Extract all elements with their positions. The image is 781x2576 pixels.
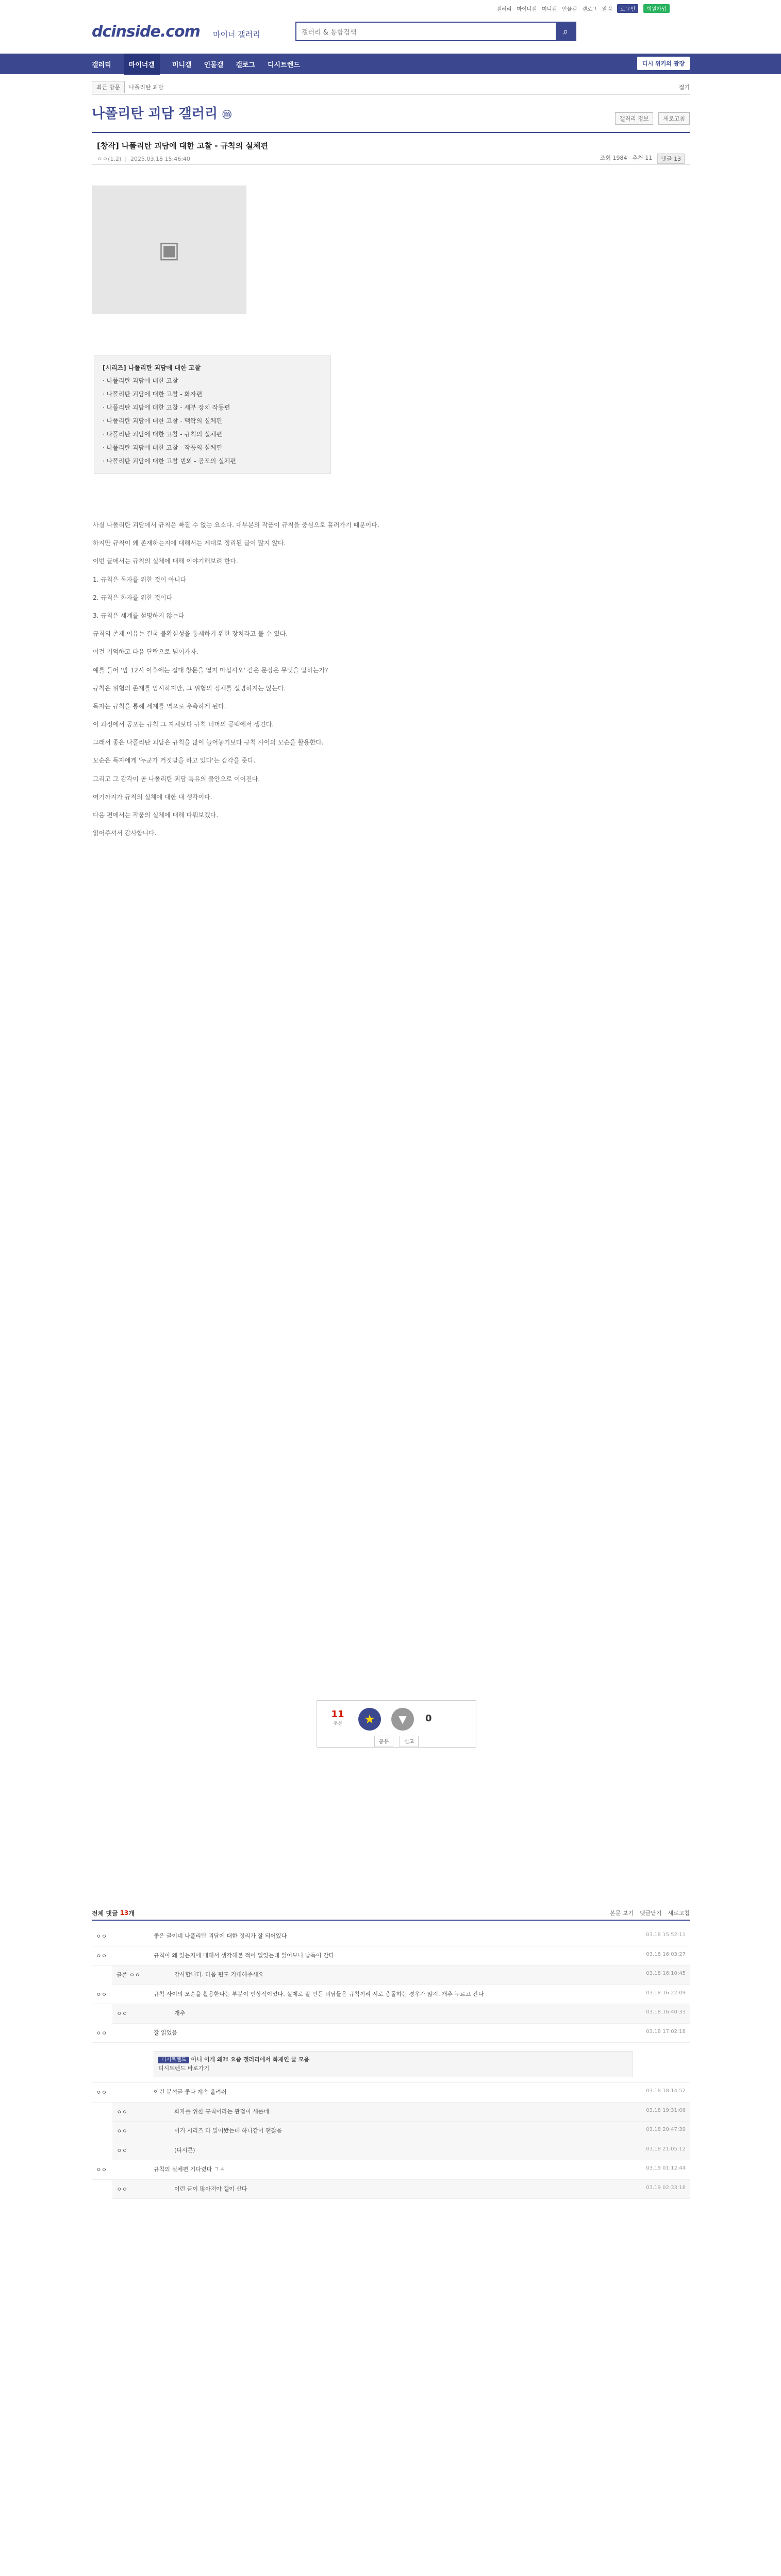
comment-date: 03.18 21:05:12 [646,2146,686,2152]
ad-comment [92,2043,690,2083]
report-button[interactable]: 신고 [400,1736,419,1747]
gnb-tab-trend[interactable]: 디시트렌드 [267,61,300,69]
comment-date: 03.18 20:47:39 [646,2127,686,2132]
not-recommend-count: 0 [425,1713,432,1724]
body-paragraph: 이번 글에서는 규칙의 실체에 대해 이야기해보려 한다. [93,557,238,565]
comment-nick[interactable]: ㅇㅇ [96,1991,107,1998]
search-input[interactable]: 갤러리 & 통합검색 [302,28,357,37]
post-date: 2025.03.18 15:46:40 [130,156,190,162]
post-image[interactable] [92,185,246,314]
gallery-title-text: 나폴리탄 괴담 갤러리 [92,106,218,122]
comment-date: 03.18 16:22:09 [646,1990,686,1996]
body-paragraph: 2. 규칙은 화자를 위한 것이다 [93,594,173,601]
series-box [94,355,331,474]
body-paragraph: 규칙은 위험의 존재를 암시하지만, 그 위험의 정체를 설명하지는 않는다. [93,684,286,692]
comment-text: 이런 글이 많아져야 갤이 산다 [174,2185,247,2192]
gallery-info-button[interactable]: 갤러리 정보 [615,112,654,125]
series-item[interactable]: · 나폴리탄 괴담에 대한 고찰 - 맥락의 실체편 [103,417,222,425]
comment [92,2160,690,2180]
body-paragraph: 모순은 독자에게 '누군가 거짓말을 하고 있다'는 감각을 준다. [93,757,256,765]
minor-badge-icon: ⓜ [222,110,232,121]
post-header [92,132,690,165]
ad-tag: 디시트렌드 [158,2057,189,2063]
reply-comment [112,2141,690,2161]
recommend-footer [317,1736,476,1747]
series-item[interactable]: · 나폴리탄 괴담에 대한 고찰 - 작품의 실체편 [103,444,222,451]
reply-comment [112,2180,690,2199]
comment-nick[interactable]: ㅇㅇ [117,2128,128,2134]
search-icon: ⌕ [562,26,569,37]
body-paragraph: 읽어주셔서 감사합니다. [93,829,157,837]
comment-text: (디시콘) [174,2146,195,2154]
comments-title: 전체 댓글 [92,1909,118,1917]
util-link-person[interactable]: 인물갤 [562,6,577,12]
share-button[interactable]: 공유 [374,1736,393,1747]
gallery-actions [615,112,690,125]
recommend-up-label: 추천 [333,1721,342,1726]
gnb-tab-gallog[interactable]: 갤로그 [236,61,255,69]
search-box [295,22,576,41]
comment-date: 03.18 18:14:52 [646,2088,686,2094]
comment-nick[interactable]: ㅇㅇ [96,1952,107,1959]
body-paragraph: 이걸 기억하고 다음 단락으로 넘어가자. [93,648,198,656]
image-placeholder-icon: ▣ [158,236,180,263]
comment-date: 03.19 01:12:44 [646,2165,686,2171]
series-item[interactable]: · 나폴리탄 괴담에 대한 고찰 [103,377,178,384]
thumb-down-icon: ▼ [398,1713,407,1725]
wiki-button[interactable]: 디시 위키의 광장 [637,57,690,70]
post-title: [창작] 나폴리탄 괴담에 대한 고찰 - 규칙의 실체편 [97,141,268,150]
comment-text: 개추 [174,2010,186,2016]
comment-date: 03.18 16:40:33 [646,2009,686,2015]
series-item[interactable]: · 나폴리탄 괴담에 대한 고찰 - 규칙의 실체편 [103,431,222,438]
ad-box[interactable] [154,2051,633,2077]
gnb-tab-minor[interactable]: 마이너갤 [124,54,160,75]
gnb-tab-mini[interactable]: 미니갤 [172,61,192,69]
comment-text: 규칙의 실체편 기다렸다 ㄱㅅ [154,2166,225,2173]
comment-nick[interactable]: ㅇㅇ [96,2166,107,2173]
comment [92,1946,690,1966]
reply-comment [112,2103,690,2122]
body-paragraph: 3. 규칙은 세계를 설명하지 않는다 [93,612,185,619]
body-paragraph: 그래서 좋은 나폴리탄 괴담은 규칙을 많이 늘어놓기보다 규칙 사이의 모순을 활용한다. [93,739,324,747]
comment-text: 규칙이 왜 있는지에 대해서 생각해본 적이 없었는데 읽어보니 납득이 간다 [154,1952,335,1959]
post-meta: ㅇㅇ(1.2) | 2025.03.18 15:46:40 [97,156,190,162]
series-item[interactable]: · 나폴리탄 괴담에 대한 고찰 - 세부 장치 작동편 [103,404,230,411]
post-stats [600,154,685,164]
login-button[interactable]: 로그인 [617,4,638,13]
body-paragraph: 여기까지가 규칙의 실체에 대한 내 생각이다. [93,793,212,801]
global-nav [0,54,781,74]
body-paragraph: 이 과정에서 공포는 규칙 그 자체보다 규칙 너머의 공백에서 생긴다. [93,721,274,728]
comment-date: 03.18 15:52:11 [646,1932,686,1938]
recent-gallery-link[interactable]: 나폴리탄 괴담 [129,83,164,91]
body-paragraph: 1. 규칙은 독자를 위한 것이 아니다 [93,575,187,583]
comment-list [92,1927,690,2199]
comments-count: 13 [120,1909,129,1917]
comment-nick[interactable]: ㅇㅇ [117,2147,128,2154]
utility-bar [496,4,670,12]
body-paragraph: 하지만 규칙이 왜 존재하는지에 대해서는 제대로 정리된 글이 많지 않다. [93,539,286,547]
comments-count-suffix: 개 [128,1909,135,1917]
comment-text: 규칙 사이의 모순을 활용한다는 부분이 인상적이었다. 실제로 잘 만든 괴담들은 규칙끼리 서로 충돌하는 경우가 많지. 개추 누르고 간다 [154,1990,484,1997]
join-button[interactable]: 회원가입 [643,4,670,13]
comment-text: 이거 시리즈 다 읽어봤는데 하나같이 괜찮음 [174,2127,282,2134]
comment [92,1985,690,2005]
site-logo[interactable]: dcinside.com [92,23,200,41]
refresh-comments-button[interactable]: 새로고침 [668,1910,690,1917]
comment-date: 03.18 19:31:06 [646,2107,686,2113]
reply-comment [112,2122,690,2141]
refresh-button[interactable]: 새로고침 [658,112,690,125]
series-item[interactable]: · 나폴리탄 괴담에 대한 고찰 - 화자편 [103,391,203,398]
comments-header [92,1906,690,1921]
comment-text: 화자를 위한 규칙이라는 관점이 새롭네 [174,2108,270,2115]
recommend-box [317,1700,476,1748]
comment-nick[interactable]: ㅇㅇ [117,2108,128,2115]
body-paragraph: 사실 나폴리탄 괴담에서 규칙은 빠질 수 없는 요소다. 대부분의 작품이 규칙을 중심으로 흘러가기 때문이다. [93,521,379,529]
recent-visit-button[interactable]: 최근 방문 [92,81,125,93]
reply-comment [112,2004,690,2024]
comment-nick[interactable]: ㅇㅇ [96,1933,107,1940]
gnb-tab-gallery[interactable]: 갤러리 [92,61,111,69]
util-link-mini[interactable]: 미니갤 [542,6,557,12]
ad-title: 아니 이게 왜?! 요즘 갤러리에서 화제인 글 모음 [191,2056,310,2063]
star-icon: ★ [364,1712,375,1726]
body-paragraph: 다음 편에서는 작품의 실체에 대해 다뤄보겠다. [93,811,219,819]
comment-nick[interactable]: ㅇㅇ [117,2185,128,2193]
gallery-title[interactable] [92,103,231,122]
comment-nick[interactable]: ㅇㅇ [117,2010,128,2017]
search-button[interactable] [556,22,575,41]
recommend-button[interactable] [358,1708,381,1731]
body-paragraph: 예를 들어 '밤 12시 이후에는 절대 창문을 열지 마십시오' 같은 문장은 무엇을 말하는가? [93,666,328,674]
body-paragraph: 독자는 규칙을 통해 세계를 역으로 추측하게 된다. [93,702,226,710]
util-link-minor[interactable]: 마이너갤 [517,6,537,12]
gnb-tab-person[interactable]: 인물갤 [204,61,224,69]
series-title: [시리즈] 나폴리탄 괴담에 대한 고찰 [103,364,201,371]
recent-visit-bar [92,79,690,95]
comment-date: 03.19 02:33:18 [646,2184,686,2191]
comment-nick[interactable]: 글쓴 ㅇㅇ [117,1972,141,1978]
comment [92,2024,690,2043]
post-views: 조회 1984 [600,155,627,161]
ad-sub: 디시트렌드 바로가기 [158,2064,210,2072]
site-logo-sub[interactable]: 마이너 갤러리 [213,30,260,39]
site-header [92,19,690,44]
comment-nick[interactable]: ㅇㅇ [96,2029,107,2037]
comment-date: 03.18 16:10:45 [646,1971,686,1976]
post-recommend: 추천 11 [632,155,653,161]
series-item[interactable]: · 나폴리탄 괴담에 대한 고찰 번외 - 공포의 실체편 [103,457,236,465]
comment-text: 이런 분석글 좋다 계속 올려줘 [154,2089,227,2095]
post-author[interactable]: ㅇㅇ(1.2) [97,156,122,162]
comment-text: 좋은 글이네 나폴리탄 괴담에 대한 정리가 잘 되어있다 [154,1933,287,1939]
comment [92,2083,690,2103]
util-link-gallog[interactable]: 갤로그 [582,6,597,12]
comment-count-link[interactable]: 댓글 13 [657,154,685,164]
comment-text: 감사합니다. 다음 편도 기대해주세요 [174,1971,264,1978]
collapse-button[interactable]: 접기 [678,83,690,91]
reply-comment [112,1965,690,1985]
comment [92,1927,690,1946]
recommend-up-value: 11 [331,1709,344,1720]
body-paragraph: 그리고 그 감각이 곧 나폴리탄 괴담 특유의 불안으로 이어진다. [93,775,260,783]
util-link-alarm[interactable]: 알림 [602,6,612,12]
view-body-button[interactable]: 본문 보기 [609,1910,634,1917]
not-recommend-button[interactable] [391,1708,414,1731]
close-comments-button[interactable]: 댓글닫기 [639,1910,662,1917]
comment-nick[interactable]: ㅇㅇ [96,2089,107,2096]
body-paragraph: 규칙의 존재 이유는 결국 불확실성을 통제하기 위한 장치라고 볼 수 있다. [93,630,288,638]
util-link-gallery[interactable]: 갤러리 [496,6,512,12]
comment-text: 잘 읽었음 [154,2029,178,2036]
post-body [93,520,634,846]
comment-date: 03.18 16:03:27 [646,1951,686,1957]
recommend-count [327,1709,348,1726]
comment-date: 03.18 17:02:18 [646,2028,686,2035]
